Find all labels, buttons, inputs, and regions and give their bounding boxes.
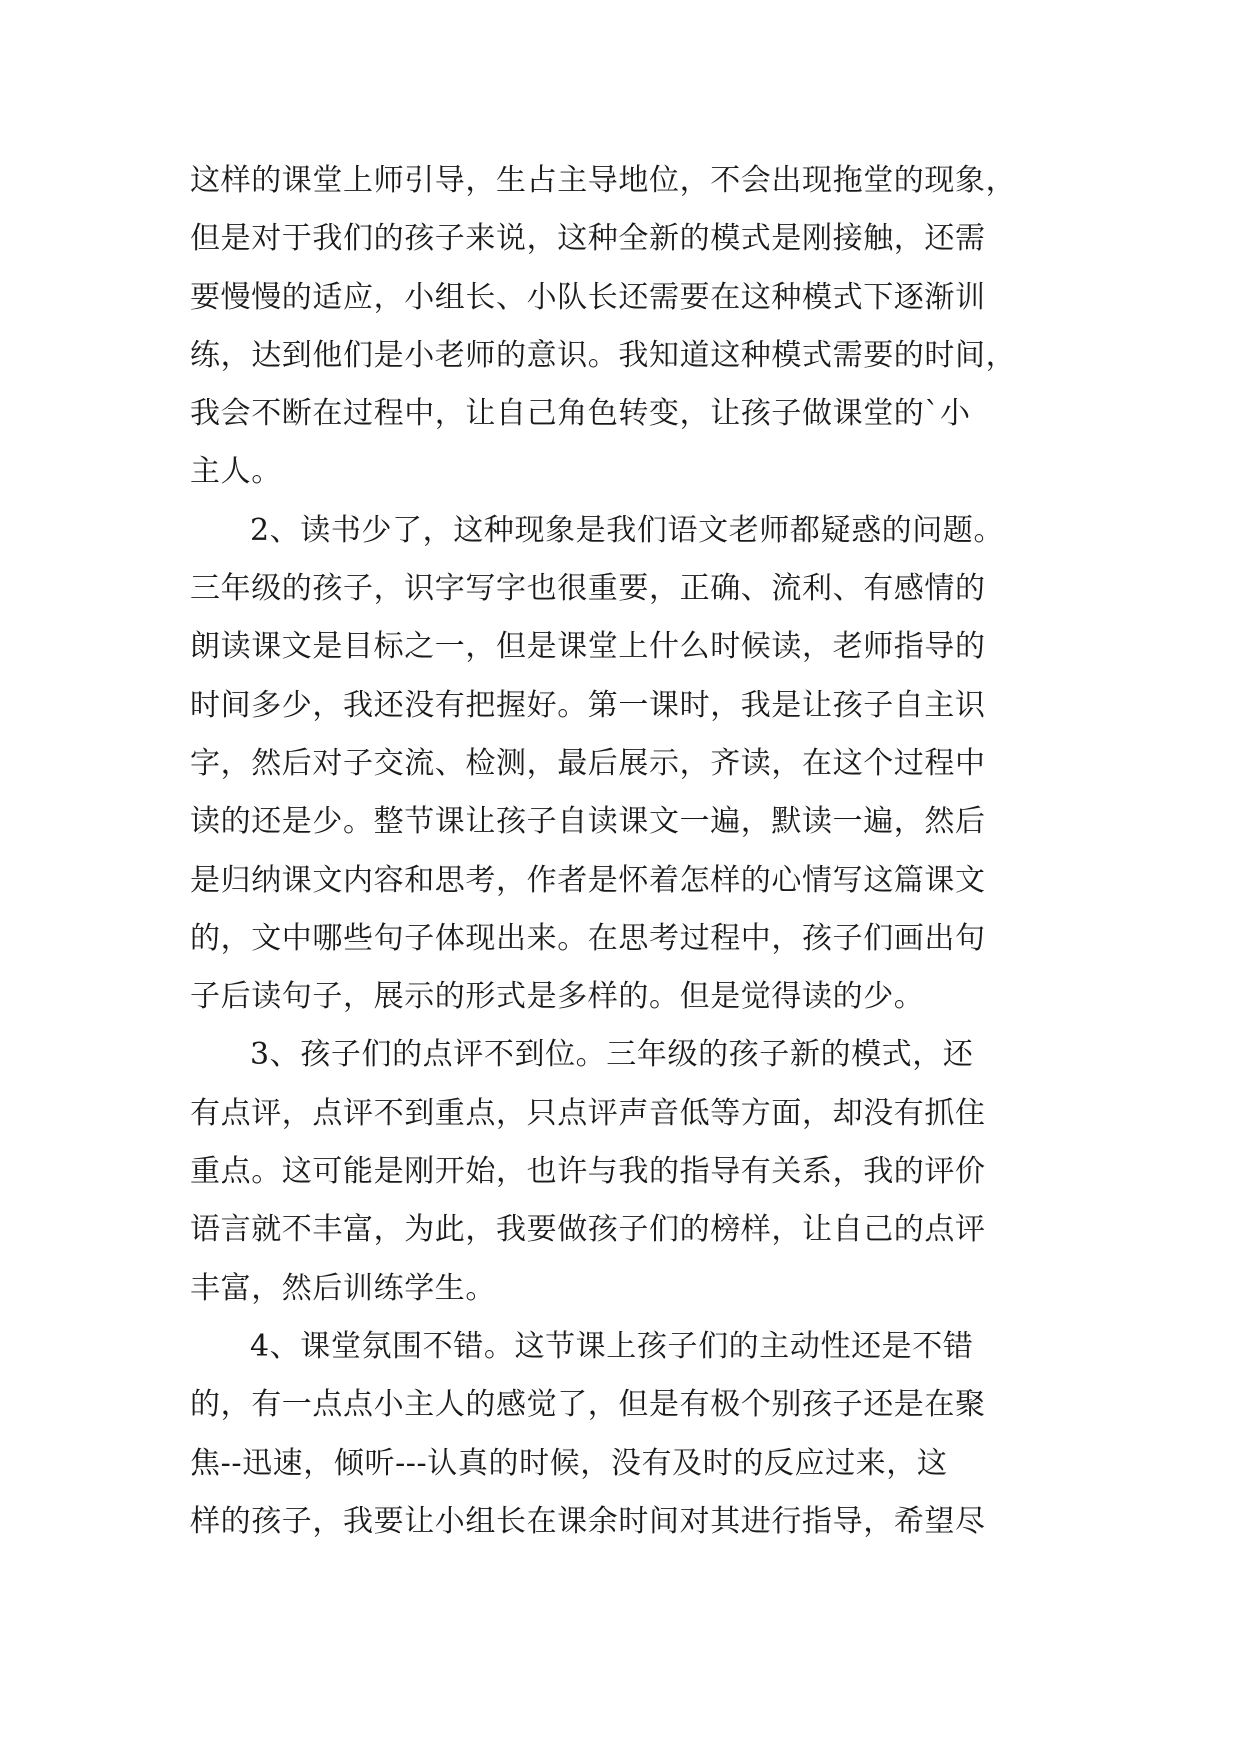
text-line: 样的孩子，我要让小组长在课余时间对其进行指导，希望尽 (190, 1503, 986, 1539)
text-line: 的，有一点点小主人的感觉了，但是有极个别孩子还是在聚 (190, 1387, 986, 1423)
text-line: 的，文中哪些句子体现出来。在思考过程中，孩子们画出句 (190, 920, 986, 956)
text-line: 字，然后对子交流、检测，最后展示，齐读，在这个过程中 (190, 745, 986, 781)
text-line: 焦--迅速，倾听---认真的时候，没有及时的反应过来，这 (190, 1445, 948, 1481)
text-line: 主人。 (190, 454, 282, 490)
text-line: 重点。这可能是刚开始，也许与我的指导有关系，我的评价 (190, 1154, 986, 1190)
text-line: 读的还是少。整节课让孩子自读课文一遍，默读一遍，然后 (190, 804, 986, 840)
text-line: 但是对于我们的孩子来说，这种全新的模式是刚接触，还需 (190, 221, 986, 257)
body-text (190, 152, 1070, 1551)
text-line: 要慢慢的适应，小组长、小队长还需要在这种模式下逐渐训 (190, 279, 986, 315)
text-line: 我会不断在过程中，让自己角色转变，让孩子做课堂的`小 (190, 396, 971, 432)
text-line: 这样的课堂上师引导，生占主导地位，不会出现拖堂的现象， (190, 163, 1017, 198)
text-line: 练，达到他们是小老师的意识。我知道这种模式需要的时间， (190, 337, 1017, 373)
text-line: 朗读课文是目标之一，但是课堂上什么时候读，老师指导的 (190, 629, 986, 665)
text-line: 丰富，然后训练学生。 (190, 1270, 496, 1306)
text-line: 子后读句子，展示的形式是多样的。但是觉得读的少。 (190, 979, 925, 1015)
text-line: 是归纳课文内容和思考，作者是怀着怎样的心情写这篇课文 (190, 862, 986, 898)
text-line: 语言就不丰富，为此，我要做孩子们的榜样，让自己的点评 (190, 1212, 986, 1248)
paragraph-start-line: 3、孩子们的点评不到位。三年级的孩子新的模式，还 (250, 1037, 974, 1073)
text-line: 有点评，点评不到重点，只点评声音低等方面，却没有抓住 (190, 1095, 986, 1131)
text-line: 三年级的孩子，识字写字也很重要，正确、流利、有感情的 (190, 571, 986, 607)
paragraph-start-line: 2、读书少了，这种现象是我们语文老师都疑惑的问题。 (250, 512, 1005, 548)
paragraph-start-line: 4、课堂氛围不错。这节课上孩子们的主动性还是不错 (250, 1328, 974, 1364)
text-line: 时间多少，我还没有把握好。第一课时，我是让孩子自主识 (190, 687, 986, 723)
